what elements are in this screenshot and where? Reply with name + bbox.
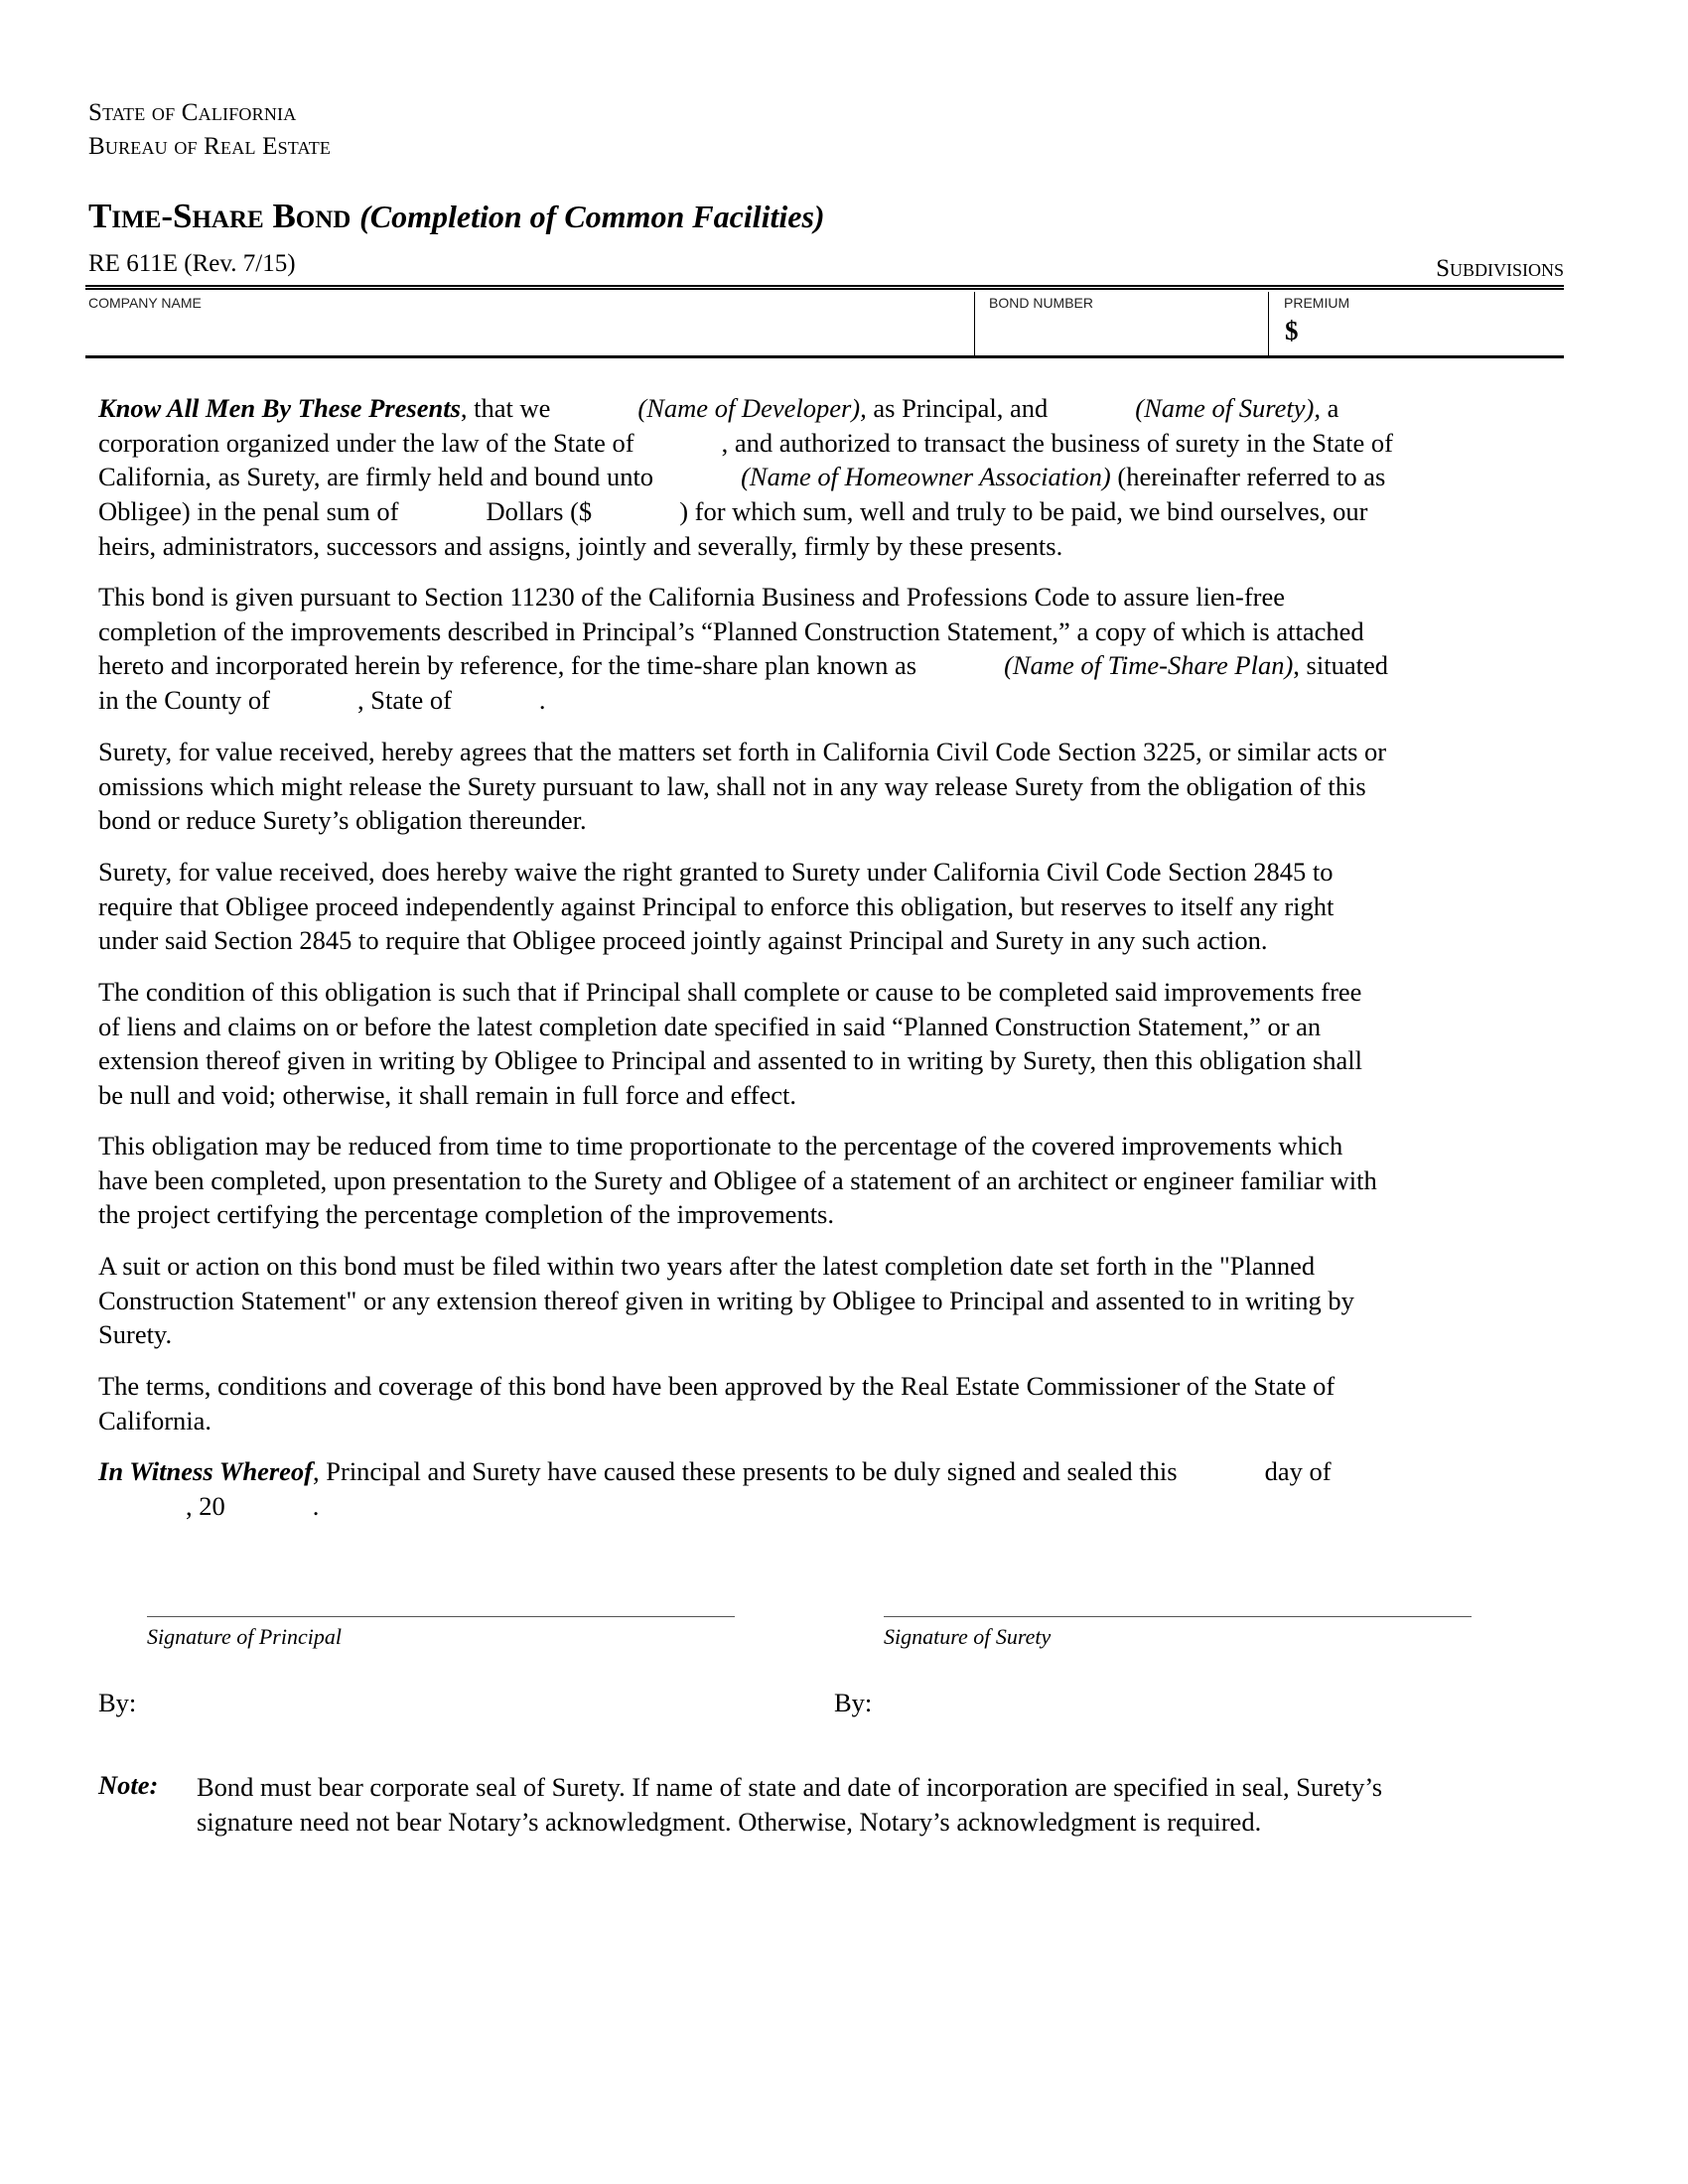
text-segment: of liens and claims on or before the latest completion date specified in said “Planned Construction Statement,” or an (98, 1011, 1322, 1041)
text-segment: , situated (1293, 650, 1388, 681)
division-label: Subdivisions (1436, 255, 1564, 282)
title-subtitle: (Completion of Common Facilities) (359, 199, 825, 234)
text-line (98, 1317, 1354, 1352)
text-segment: heirs, administrators, successors and assigns, jointly and severally, firmly by these presents. (98, 530, 1063, 561)
text-segment: A suit or action on this bond must be filed within two years after the latest completion date set forth in the "Planned (98, 1251, 1316, 1281)
bond-number-label: BOND NUMBER (989, 295, 1094, 311)
text-line (98, 855, 1334, 889)
placeholder-text: (Name of Time-Share Plan) (1004, 650, 1294, 681)
text-segment: California, as Surety, are firmly held and bound unto (98, 462, 654, 492)
form-title (88, 197, 825, 236)
text-segment: ) for which sum, well and truly to be paid, we bind ourselves, our (679, 496, 1368, 527)
text-line (98, 1078, 1362, 1113)
text-line (98, 494, 1393, 529)
text-line (98, 1010, 1362, 1044)
text-segment: a (1320, 393, 1339, 423)
paragraph (98, 391, 1393, 564)
text-segment: have been completed, upon presentation to the Surety and Obligee of a statement of an architect or engineer familiar with (98, 1164, 1377, 1195)
text-segment: Dollars ($ (486, 496, 593, 527)
text-line (98, 529, 1393, 564)
text-segment: be null and void; otherwise, it shall remain in full force and effect. (98, 1080, 797, 1111)
text-line (98, 1284, 1354, 1318)
text-segment: , Principal and Surety have caused these presents to be duly signed and sealed this (313, 1456, 1178, 1486)
text-segment: Obligee) in the penal sum of (98, 496, 399, 527)
paragraph (98, 1249, 1354, 1352)
principal-signature-line (147, 1616, 735, 1617)
text-line (98, 580, 1388, 614)
bureau-name: Bureau of Real Estate (88, 133, 332, 160)
paragraph (98, 1454, 1332, 1523)
field-divider (1268, 292, 1269, 355)
placeholder-text: (Name of Surety), (1135, 393, 1321, 423)
text-segment: This obligation may be reduced from time to time proportionate to the percentage of the covered improvements which (98, 1131, 1343, 1160)
paragraph (98, 975, 1362, 1113)
field-divider (974, 292, 975, 355)
placeholder-text: (Name of Homeowner Association) (741, 462, 1111, 492)
text-line (98, 683, 1388, 718)
text-segment: Surety, for value received, does hereby waive the right granted to Surety under California Civil Code Section 2845 to (98, 857, 1334, 887)
premium-currency: $ (1285, 316, 1299, 345)
note-line: Bond must bear corporate seal of Surety. If name of state and date of incorporation are specified in seal, Surety’s (197, 1772, 1383, 1802)
text-line (98, 426, 1393, 461)
text-segment: This bond is given pursuant to Section 11230 of the California Business and Professions Code to assure lien-free (98, 582, 1286, 612)
paragraph (98, 855, 1334, 958)
company-name-label: COMPANY NAME (88, 295, 202, 311)
paragraph (98, 1369, 1335, 1437)
text-line (98, 923, 1334, 958)
paragraph (98, 580, 1388, 718)
header-double-rule (85, 285, 1564, 290)
text-segment: , State of (356, 685, 452, 716)
text-segment: completion of the improvements described in Principal’s “Planned Construction Statement,” a copy of which is attached (98, 615, 1364, 646)
text-segment: , 20 (186, 1490, 225, 1521)
principal-signature-label: Signature of Principal (147, 1624, 342, 1649)
surety-signature-line (884, 1616, 1472, 1617)
surety-signature-label: Signature of Surety (884, 1624, 1052, 1649)
principal-by-label: By: (98, 1688, 137, 1717)
text-line (98, 460, 1393, 494)
title-main: Time-Share Bond (88, 197, 352, 235)
text-line (98, 975, 1362, 1010)
text-line (98, 1043, 1362, 1078)
text-line (98, 391, 1393, 426)
text-line (98, 1129, 1377, 1163)
text-line (98, 1404, 1335, 1438)
text-line (98, 803, 1386, 838)
text-segment: Construction Statement" or any extension thereof given in writing by Obligee to Principal and assented to in writing by (98, 1285, 1354, 1315)
text-segment: , and authorized to transact the business of surety in the State of (721, 427, 1393, 458)
paragraph (98, 1129, 1377, 1232)
text-segment: extension thereof given in writing by Obligee to Principal and assented to in writing by Surety, then this obligation shall (98, 1045, 1363, 1076)
text-segment: , that we (460, 393, 551, 423)
field-bottom-rule (85, 355, 1564, 358)
text-segment: under said Section 2845 to require that Obligee proceed jointly against Principal and Surety in any such action. (98, 925, 1268, 956)
text-segment: California. (98, 1405, 212, 1435)
text-line (98, 1197, 1377, 1232)
text-line (98, 769, 1386, 804)
text-segment: corporation organized under the law of the State of (98, 427, 634, 458)
text-line (98, 614, 1388, 649)
text-line (98, 1249, 1354, 1284)
text-segment: require that Obligee proceed independently against Principal to enforce this obligation, but reserves to itself any right (98, 890, 1335, 921)
text-segment: day of (1264, 1456, 1332, 1486)
note-line: signature need not bear Notary’s acknowledgment. Otherwise, Notary’s acknowledgment is required. (197, 1806, 1262, 1837)
text-segment: The condition of this obligation is such that if Principal shall complete or cause to be completed said improvements free (98, 977, 1362, 1007)
text-segment: in the County of (98, 685, 270, 716)
emphasis-text: In Witness Whereof (98, 1456, 313, 1486)
text-segment: hereto and incorporated herein by reference, for the time-share plan known as (98, 650, 917, 681)
text-line (98, 735, 1386, 769)
text-line (98, 648, 1388, 683)
text-segment: (hereinafter referred to as (1110, 462, 1386, 492)
text-segment: Surety. (98, 1319, 173, 1350)
text-line (98, 1489, 1332, 1524)
text-line (98, 889, 1334, 924)
text-segment: . (312, 1490, 320, 1521)
text-segment: The terms, conditions and coverage of this bond have been approved by the Real Estate Commissioner of the State of (98, 1371, 1336, 1401)
note-text (197, 1770, 1382, 1839)
form-number: RE 611E (Rev. 7/15) (88, 250, 296, 277)
premium-label: PREMIUM (1284, 295, 1350, 311)
text-segment: omissions which might release the Surety pursuant to law, shall not in any way release Surety from the obligation of this (98, 770, 1366, 801)
emphasis-text: Know All Men By These Presents (98, 393, 461, 423)
text-line (98, 1163, 1377, 1198)
paragraph (98, 735, 1386, 838)
text-segment: . (538, 685, 546, 716)
text-line (98, 1369, 1335, 1404)
text-line (98, 1454, 1332, 1489)
placeholder-text: (Name of Developer), (637, 393, 867, 423)
agency-name: State of California (88, 99, 297, 126)
note-label: Note: (98, 1770, 159, 1800)
text-segment: bond or reduce Surety’s obligation thereunder. (98, 805, 587, 836)
surety-by-label: By: (834, 1688, 873, 1717)
text-segment: Surety, for value received, hereby agrees that the matters set forth in California Civil Code Section 3225, or similar acts or (98, 737, 1387, 766)
text-segment: the project certifying the percentage completion of the improvements. (98, 1199, 834, 1230)
text-segment: as Principal, and (866, 393, 1049, 423)
